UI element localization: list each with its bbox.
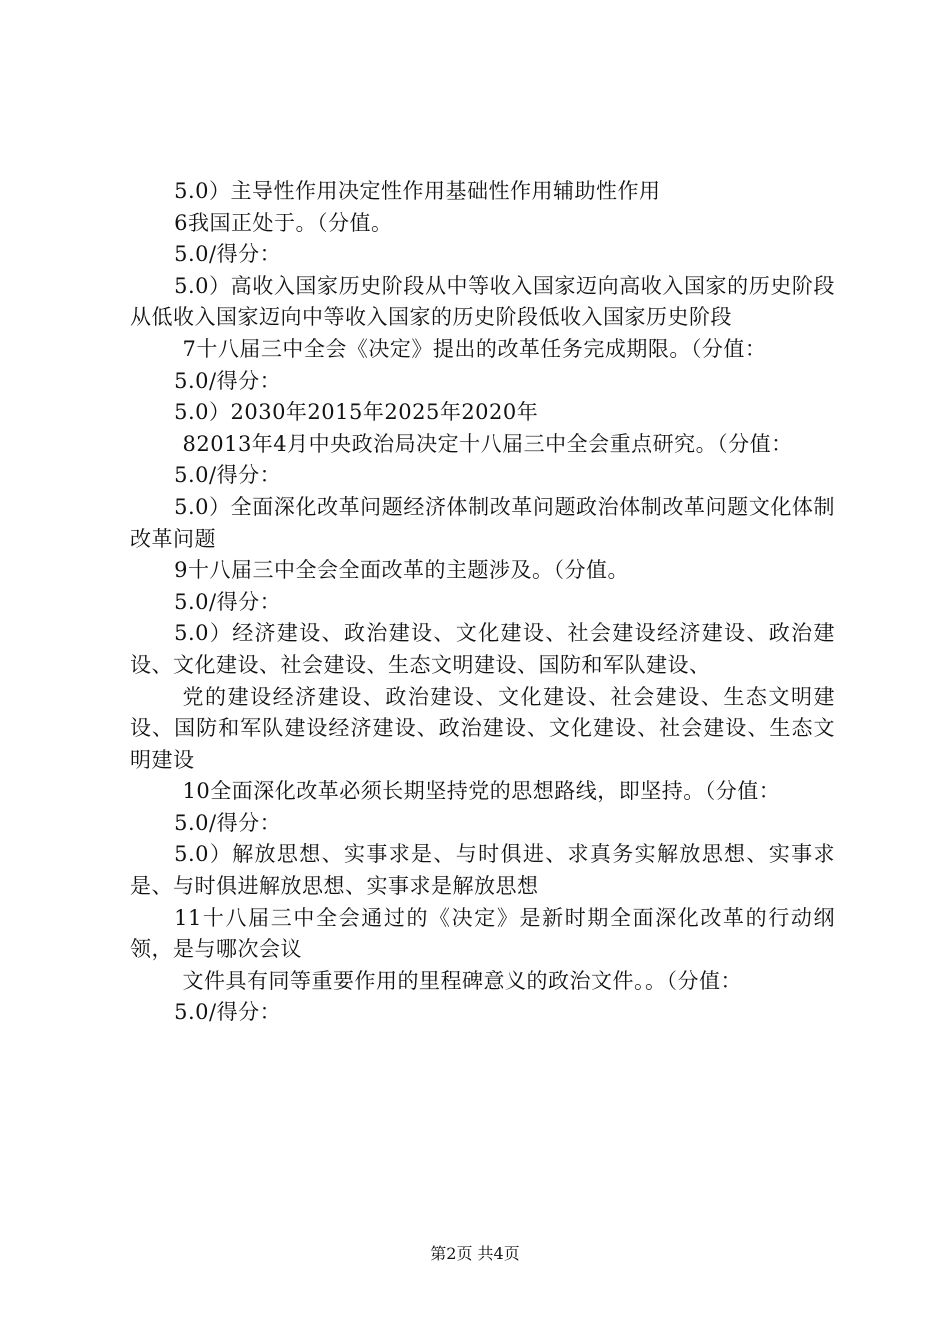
document-body xyxy=(130,176,835,1029)
paragraph-score-10: 5.0/得分： xyxy=(174,810,282,835)
paragraph-score-11: 5.0/得分： xyxy=(174,1000,282,1025)
paragraph-answer-5: 5.0）主导性作用决定性作用基础性作用辅助性作用 xyxy=(174,179,661,203)
paragraph-answer-7: 5.0）2030年2015年2025年2020年 xyxy=(174,400,539,425)
paragraph-answer-8: 5.0）全面深化改革问题经济体制改革问题政治体制改革问题文化体制改革问题 xyxy=(130,494,835,551)
page-number-footer: 第2页 共4页 xyxy=(430,1244,520,1263)
paragraph-question-10: 10全面深化改革必须长期坚持党的思想路线，即坚持。（分值： xyxy=(182,779,781,804)
paragraph-question-7: 7十八届三中全会《决定》提出的改革任务完成期限。（分值： xyxy=(182,336,767,361)
paragraph-answer-6: 5.0）高收入国家历史阶段从中等收入国家迈向高收入国家的历史阶段从低收入国家迈向中等收入国家的历史阶段低收入国家历史阶段 xyxy=(130,273,835,330)
paragraph-score-7: 5.0/得分： xyxy=(174,368,282,393)
paragraph-question-8: 82013年4月中央政治局决定十八届三中全会重点研究。（分值： xyxy=(182,431,793,456)
paragraph-question-11: 11十八届三中全会通过的《决定》是新时期全面深化改革的行动纲领，是与哪次会议 xyxy=(130,905,835,962)
paragraph-score-8: 5.0/得分： xyxy=(174,463,282,488)
paragraph-question-9: 9十八届三中全会全面改革的主题涉及。（分值。 xyxy=(174,558,629,583)
paragraph-score-6: 5.0/得分： xyxy=(174,242,282,267)
paragraph-question-6: 6我国正处于。（分值。 xyxy=(174,210,393,235)
paragraph-answer-9: 5.0）经济建设、政治建设、文化建设、社会建设经济建设、政治建设、文化建设、社会建设、生态文明建设、国防和军队建设、 xyxy=(130,621,835,677)
paragraph-score-9: 5.0/得分： xyxy=(174,589,282,614)
paragraph-question-11-continued: 文件具有同等重要作用的里程碑意义的政治文件。。（分值： xyxy=(182,968,742,993)
paragraph-answer-9-continued: 党的建设经济建设、政治建设、文化建设、社会建设、生态文明建设、国防和军队建设经济建设、政治建设、文化建设、社会建设、生态文明建设 xyxy=(130,684,835,772)
paragraph-answer-10: 5.0）解放思想、实事求是、与时俱进、求真务实解放思想、实事求是、与时俱进解放思想、实事求是解放思想 xyxy=(130,842,835,899)
